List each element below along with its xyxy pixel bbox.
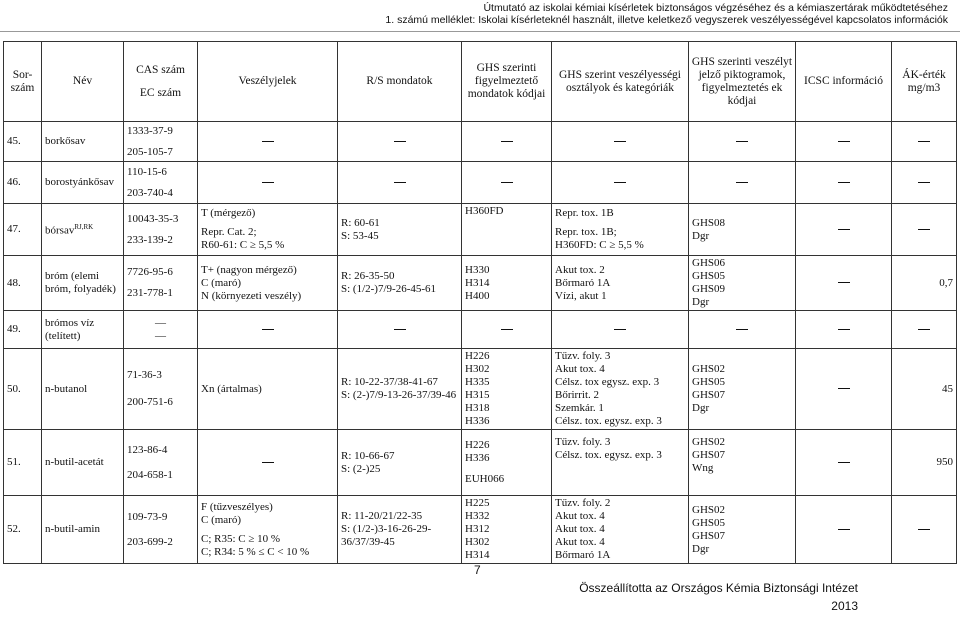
hazard-line: C (maró) [201, 513, 242, 526]
table-row [4, 430, 957, 496]
ghs-pict-line: GHS09 [692, 283, 726, 295]
row-num: 52. [4, 496, 42, 564]
ghs-cat-line: Tűzv. foly. 2 [555, 497, 611, 509]
row-ec: 203-699-2 [127, 535, 173, 548]
row-name: bróm (elemi bróm, folyadék) [42, 256, 124, 311]
row-cas-ec [124, 496, 198, 564]
empty-cell [796, 122, 892, 162]
empty-cell [892, 122, 957, 162]
ghs-h-line: H312 [465, 523, 490, 535]
row-cas-ec [124, 311, 198, 349]
ghs-pict-line: GHS08 [692, 216, 726, 229]
table-row [4, 204, 957, 256]
col-header-icsc: ICSC információ [796, 42, 892, 122]
row-ec: 231-778-1 [127, 287, 173, 299]
ghs-h-line: H335 [465, 376, 490, 388]
row-ec: 233-139-2 [127, 233, 173, 246]
ghs-cat-line: Akut tox. 4 [555, 523, 605, 535]
row-num: 51. [4, 430, 42, 496]
ghs-cat-line: Tűzv. foly. 3 [555, 350, 611, 362]
ghs-pict-line: GHS07 [692, 389, 726, 401]
empty-cell [462, 162, 552, 204]
header-line-1: Útmutató az iskolai kémiai kísérletek biztonságos végzéséhez és a kémiaszertárak működtetéséhez [483, 2, 948, 14]
empty-cell [552, 162, 689, 204]
row-hazard [198, 204, 338, 256]
ghs-cat-line: Bőrmaró 1A [555, 549, 611, 561]
row-name: n-butil-amin [42, 496, 124, 564]
chemical-safety-table [3, 41, 957, 564]
ghs-pict-line: Dgr [692, 296, 710, 308]
empty-cell [338, 122, 462, 162]
ghs-pict-line: Dgr [692, 229, 710, 242]
rs-line: S: 53-45 [341, 229, 379, 242]
ghs-cat-line: H360FD: C ≥ 5,5 % [555, 239, 644, 251]
empty-cell [796, 349, 892, 430]
row-ghs-cat [552, 256, 689, 311]
row-rs [338, 349, 462, 430]
ghs-cat-line: Bőrmaró 1A [555, 276, 611, 289]
hazard-line: T (mérgező) [201, 207, 256, 219]
hazard-line: C (maró) [201, 276, 242, 289]
ghs-pict-line: Dgr [692, 402, 710, 414]
row-cas-ec [124, 162, 198, 204]
ghs-cat-line: Akut tox. 4 [555, 363, 605, 375]
ghs-h-line: H226 [465, 439, 490, 451]
row-cas: 71-36-3 [127, 369, 162, 381]
table-header-row [4, 42, 957, 122]
rs-line: R: 26-35-50 [341, 270, 395, 282]
row-ec: 200-751-6 [127, 396, 173, 408]
page-number: 7 [474, 563, 481, 577]
rs-line: R: 60-61 [341, 216, 380, 229]
row-ghs-h [462, 204, 552, 256]
row-cas-ec [124, 349, 198, 430]
row-ghs-cat [552, 349, 689, 430]
row-name: brómos víz (telített) [42, 311, 124, 349]
ghs-pict-line: GHS05 [692, 376, 726, 388]
row-num: 45. [4, 122, 42, 162]
row-ghs-pict [689, 496, 796, 564]
empty-cell [198, 311, 338, 349]
ghs-pict-line: GHS07 [692, 529, 726, 542]
ghs-h-line: H332 [465, 510, 490, 522]
ghs-h-line: H330 [465, 263, 490, 276]
rs-line: R: 11-20/21/22-35 [341, 510, 423, 522]
ghs-h-line: H314 [465, 549, 490, 561]
header-line-2: 1. számú melléklet: Iskolai kísérleteknél használt, illetve keletkező vegyszerek veszélyességével kapcsolatos információk [385, 14, 948, 26]
col-header-ghs-pict: GHS szerinti veszélyt jelző piktogramok, figyelmeztetés ek kódjai [689, 42, 796, 122]
row-ghs-pict [689, 204, 796, 256]
empty-cell [892, 162, 957, 204]
hazard-line: T+ (nagyon mérgező) [201, 263, 297, 276]
ghs-h-line: H225 [465, 497, 490, 509]
row-ec: 203-740-4 [127, 186, 173, 199]
row-ghs-cat [552, 430, 689, 496]
row-cas-ec [124, 256, 198, 311]
empty-cell [198, 430, 338, 496]
row-cas: 1333-37-9 [127, 124, 173, 137]
row-name-text: bórsav [45, 224, 75, 237]
ghs-h-line: H336 [465, 452, 490, 464]
hazard-line: C; R34: 5 % ≤ C < 10 % [201, 545, 310, 558]
table-row [4, 496, 957, 564]
empty-cell [198, 162, 338, 204]
row-ghs-pict [689, 349, 796, 430]
row-cas: 7726-95-6 [127, 266, 173, 278]
rs-line: R: 10-22-37/38-41-67 [341, 376, 438, 388]
empty-cell [892, 311, 957, 349]
ghs-h-line: H360FD [465, 205, 504, 217]
empty-cell [796, 256, 892, 311]
row-ak: 45 [892, 349, 957, 430]
empty-cell [462, 122, 552, 162]
row-ghs-h [462, 430, 552, 496]
row-name-sup: RJ,RK [74, 223, 94, 232]
rs-line: S: (2-)7/9-13-26-37/39-46 [341, 389, 457, 401]
hazard-line: N (környezeti veszély) [201, 289, 302, 302]
hazard-line: C; R35: C ≥ 10 % [201, 532, 281, 545]
row-ec: 205-105-7 [127, 145, 173, 158]
hazard-line: R60-61: C ≥ 5,5 % [201, 239, 285, 251]
ghs-cat-line: Akut tox. 4 [555, 536, 605, 548]
ghs-cat-line: Akut tox. 4 [555, 510, 605, 522]
ghs-cat-line: Repr. tox. 1B; [555, 226, 617, 238]
table-row [4, 162, 957, 204]
col-header-cas-ec [124, 42, 198, 122]
row-hazard: Xn (ártalmas) [198, 349, 338, 430]
row-ghs-cat [552, 204, 689, 256]
ghs-pict-line: GHS02 [692, 363, 726, 375]
row-name: n-butanol [42, 349, 124, 430]
row-ghs-cat [552, 496, 689, 564]
row-name: borostyánkősav [42, 162, 124, 204]
col-header-cas: CAS szám [136, 63, 185, 76]
footer-year: 2013 [831, 599, 858, 613]
ghs-pict-line: GHS02 [692, 503, 726, 516]
empty-cell [796, 204, 892, 256]
col-header-ak: ÁK-érték mg/m3 [892, 42, 957, 122]
empty-cell [796, 311, 892, 349]
row-ghs-pict [689, 256, 796, 311]
empty-cell [552, 311, 689, 349]
ghs-pict-line: GHS05 [692, 516, 726, 529]
empty-cell [198, 122, 338, 162]
empty-cell [462, 311, 552, 349]
row-ghs-pict [689, 430, 796, 496]
ghs-cat-line: Tűzv. foly. 3 [555, 436, 611, 448]
ghs-h-line: H400 [465, 289, 490, 302]
ghs-h-line: H302 [465, 536, 490, 548]
table-row [4, 311, 957, 349]
header-rule [0, 31, 960, 32]
row-cas-ec [124, 122, 198, 162]
rs-line: S: (1/2-)3-16-26-29-36/37/39-45 [341, 523, 432, 548]
row-ec: 204-658-1 [127, 468, 173, 481]
ghs-pict-line: GHS06 [692, 257, 726, 269]
ghs-h-line: H314 [465, 276, 490, 289]
hazard-line: Repr. Cat. 2; [201, 226, 257, 238]
empty-cell [689, 122, 796, 162]
empty-cell [796, 162, 892, 204]
row-cas-ec [124, 204, 198, 256]
col-header-ghs-cat: GHS szerint veszélyességi osztályok és kategóriák [552, 42, 689, 122]
row-cas: 10043-35-3 [127, 212, 179, 225]
ghs-pict-line: Wng [692, 462, 714, 474]
hazard-line: F (tűzveszélyes) [201, 500, 273, 513]
ghs-h-line: H336 [465, 415, 490, 427]
row-ec: — [155, 329, 166, 342]
ghs-cat-line: Akut tox. 2 [555, 263, 605, 276]
empty-cell [796, 496, 892, 564]
col-header-hazard: Veszélyjelek [198, 42, 338, 122]
row-ghs-h [462, 496, 552, 564]
ghs-h-line: EUH066 [465, 473, 505, 485]
rs-line: S: (1/2-)7/9-26-45-61 [341, 283, 437, 295]
row-cas-ec [124, 430, 198, 496]
footer-org: Összeállította az Országos Kémia Biztonsági Intézet [579, 581, 858, 595]
row-rs [338, 256, 462, 311]
table-row [4, 122, 957, 162]
row-rs [338, 430, 462, 496]
row-hazard [198, 496, 338, 564]
ghs-pict-line: Dgr [692, 542, 710, 555]
ghs-cat-line: Bőrirrit. 2 [555, 389, 599, 401]
ghs-cat-line: Szemkár. 1 [555, 402, 604, 414]
empty-cell [796, 430, 892, 496]
empty-cell [552, 122, 689, 162]
row-name: borkősav [42, 122, 124, 162]
row-ghs-h [462, 256, 552, 311]
empty-cell [689, 162, 796, 204]
empty-cell [689, 311, 796, 349]
empty-cell [338, 311, 462, 349]
ghs-cat-line: Repr. tox. 1B [555, 207, 614, 219]
ghs-cat-line: Vízi, akut 1 [555, 289, 607, 302]
rs-line: S: (2-)25 [341, 462, 381, 475]
col-header-num: Sor-szám [4, 42, 42, 122]
table-row [4, 256, 957, 311]
ghs-cat-line: Célsz. tox. egysz. exp. 3 [555, 449, 662, 461]
row-cas: — [155, 316, 166, 329]
row-num: 46. [4, 162, 42, 204]
ghs-h-line: H302 [465, 363, 490, 375]
empty-cell [338, 162, 462, 204]
rs-line: R: 10-66-67 [341, 449, 395, 462]
ghs-cat-line: Célsz. tox egysz. exp. 3 [555, 376, 660, 388]
row-hazard [198, 256, 338, 311]
col-header-ghs-h: GHS szerinti figyelmeztető mondatok kódjai [462, 42, 552, 122]
row-num: 48. [4, 256, 42, 311]
row-ak: 0,7 [892, 256, 957, 311]
ghs-h-line: H318 [465, 402, 490, 414]
ghs-cat-line: Célsz. tox. egysz. exp. 3 [555, 415, 662, 427]
row-name: n-butil-acetát [42, 430, 124, 496]
table-row [4, 349, 957, 430]
empty-cell [892, 204, 957, 256]
row-num: 50. [4, 349, 42, 430]
col-header-ec: EC szám [139, 86, 182, 99]
row-cas: 109-73-9 [127, 510, 168, 523]
empty-cell [892, 496, 957, 564]
ghs-pict-line: GHS02 [692, 436, 726, 448]
row-rs [338, 204, 462, 256]
ghs-pict-line: GHS07 [692, 449, 726, 461]
col-header-name: Név [42, 42, 124, 122]
row-cas: 110-15-6 [127, 165, 167, 178]
row-num: 47. [4, 204, 42, 256]
col-header-rs: R/S mondatok [338, 42, 462, 122]
row-rs [338, 496, 462, 564]
ghs-h-line: H315 [465, 389, 490, 401]
row-ghs-h [462, 349, 552, 430]
row-ak: 950 [892, 430, 957, 496]
row-cas: 123-86-4 [127, 443, 168, 456]
row-num: 49. [4, 311, 42, 349]
ghs-pict-line: GHS05 [692, 270, 726, 282]
ghs-h-line: H226 [465, 350, 490, 362]
row-name [42, 204, 124, 256]
